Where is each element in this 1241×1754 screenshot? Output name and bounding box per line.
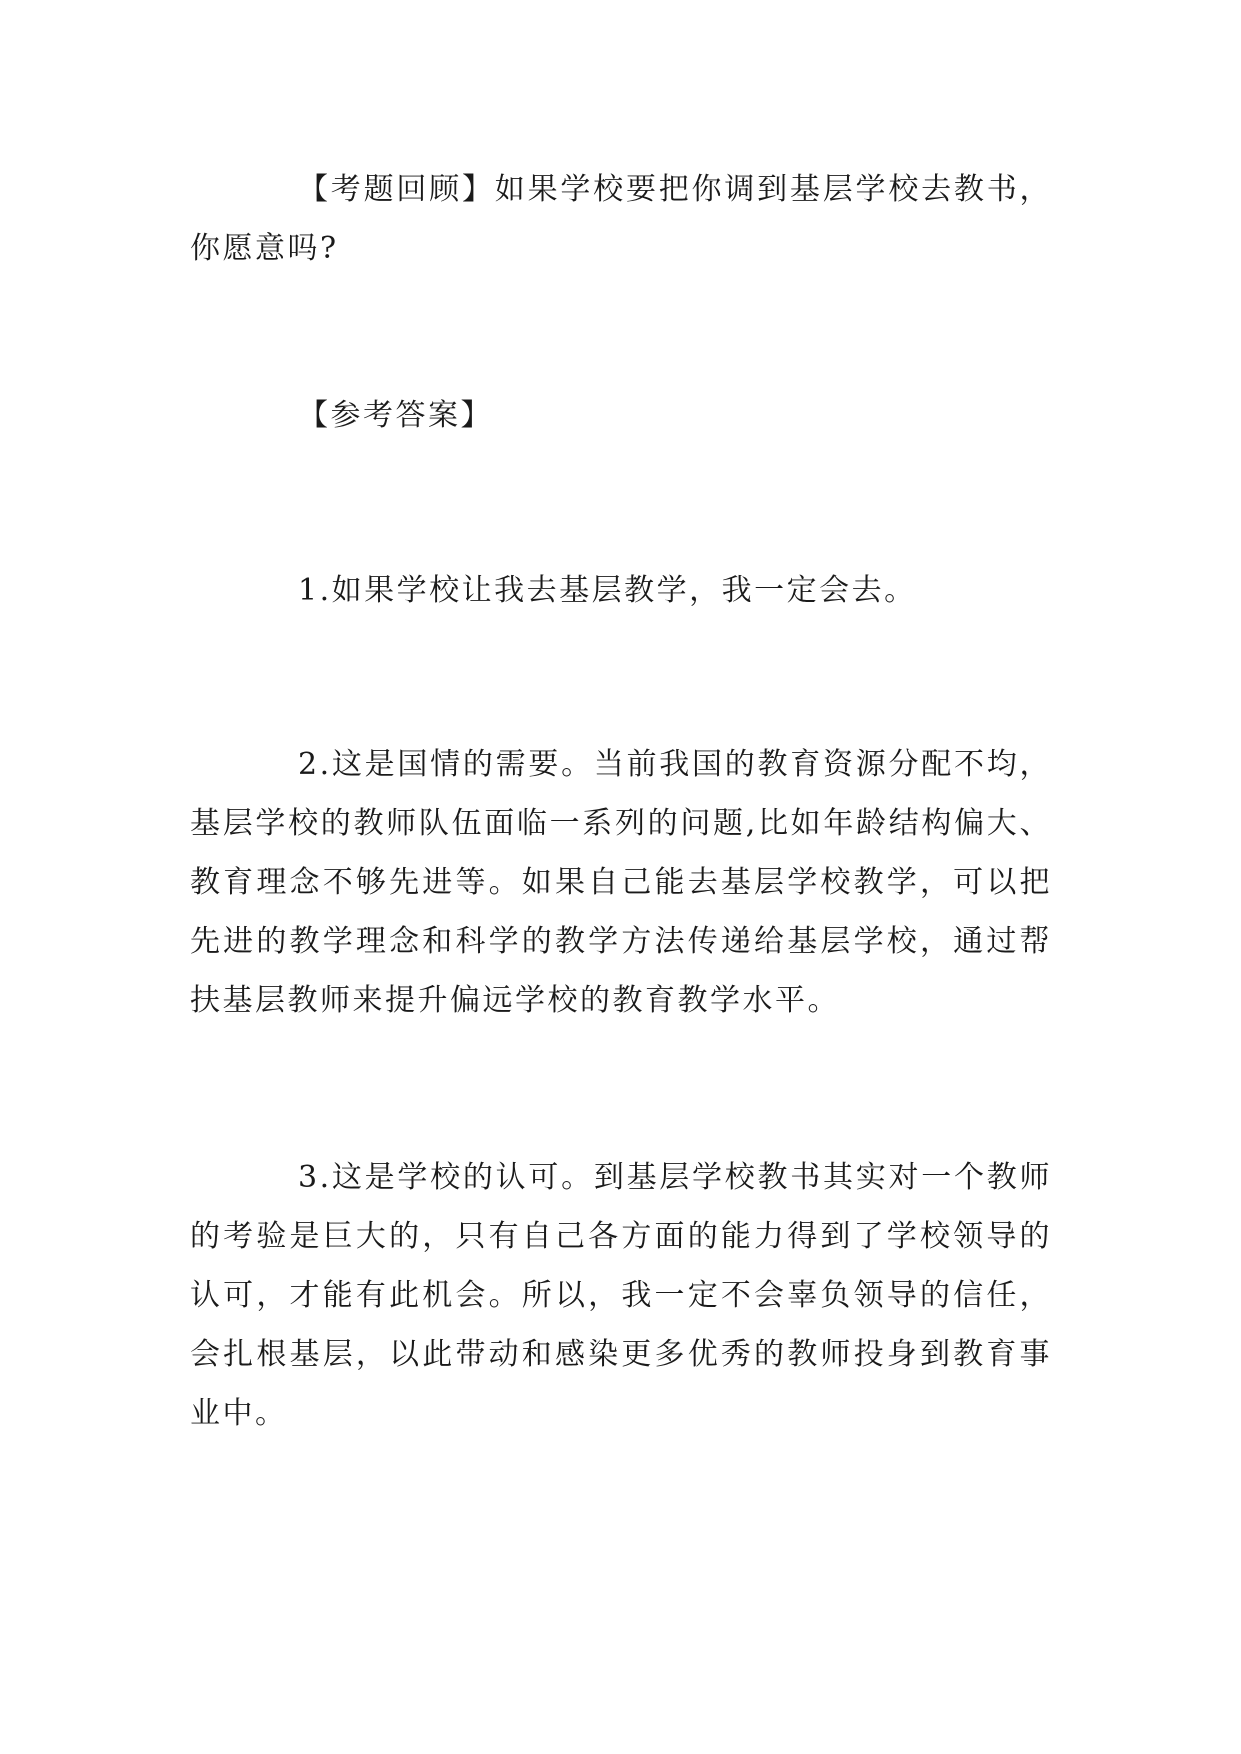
answer-point-3: 3.这是学校的认可。到基层学校教书其实对一个教师的考验是巨大的，只有自己各方面的能力得到了学校领导的认可，才能有此机会。所以，我一定不会辜负领导的信任，会扎根基层，以此带动和感染更多优秀的教师投身到教育事业中。 bbox=[190, 1160, 1052, 1431]
answer-heading: 【参考答案】 bbox=[298, 398, 493, 433]
answer-point-2: 2.这是国情的需要。当前我国的教育资源分配不均，基层学校的教师队伍面临一系列的问题,比如年龄结构偏大、教育理念不够先进等。如果自己能去基层学校教学，可以把先进的教学理念和科学的教学方法传递给基层学校，通过帮扶基层教师来提升偏远学校的教育教学水平。 bbox=[190, 747, 1052, 1018]
question-paragraph: 【考题回顾】如果学校要把你调到基层学校去教书，你愿意吗? bbox=[190, 172, 1052, 266]
answer-point-1: 1.如果学校让我去基层教学，我一定会去。 bbox=[298, 573, 917, 608]
